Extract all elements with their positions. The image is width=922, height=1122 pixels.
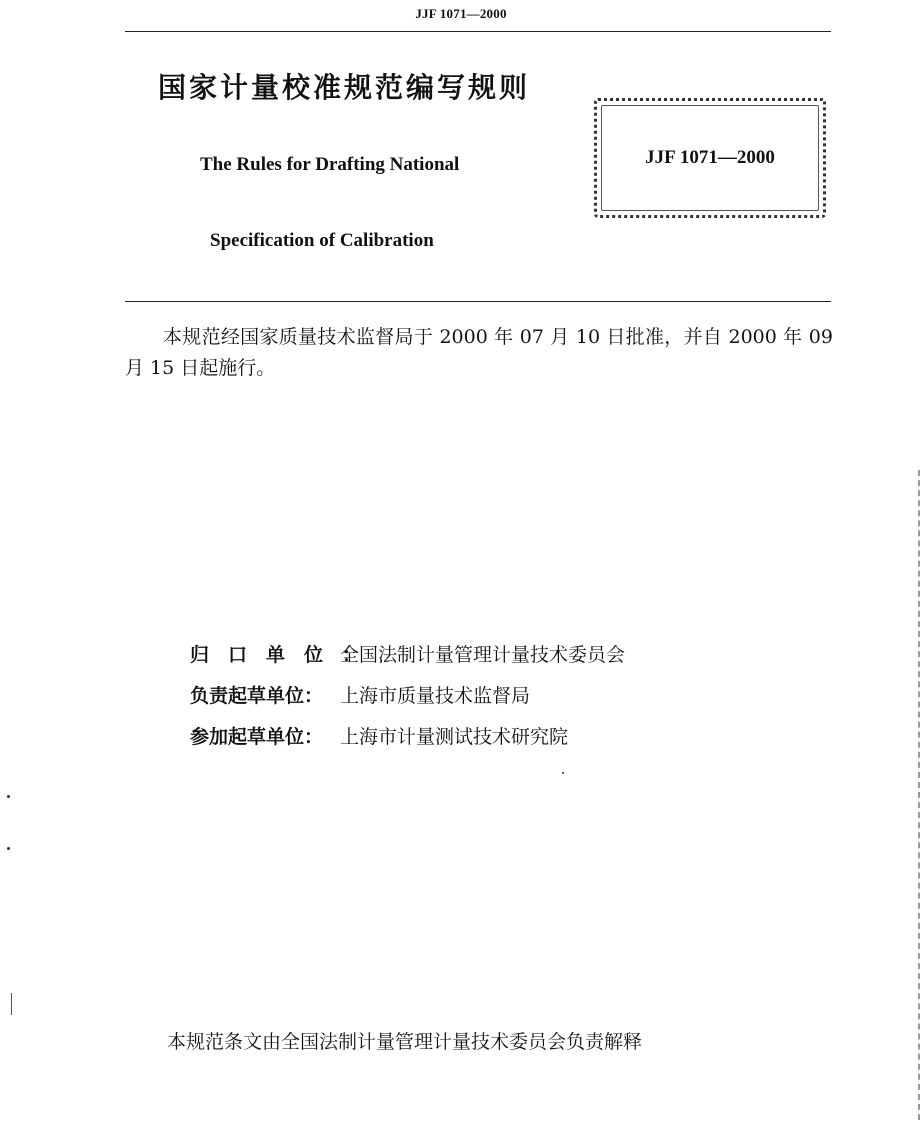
drafting-unit-label: 负责起草单位： [190, 685, 324, 707]
header-rule [125, 31, 831, 32]
participating-unit-label: 参加起草单位： [190, 726, 324, 748]
approval-statement: 本规范经国家质量技术监督局于 2000 年 07 月 10 日批准，并自 2000 年 09 月 15 日起施行。 [125, 326, 833, 379]
document-title-en-line1: The Rules for Drafting National [200, 154, 460, 175]
standard-code-frame [594, 98, 826, 218]
scan-speck [562, 772, 564, 774]
scan-line [11, 993, 12, 1015]
scan-edge-dash [918, 470, 922, 1120]
responsible-unit-row [190, 640, 625, 667]
title-divider-rule [125, 301, 831, 302]
participating-unit-row [190, 722, 568, 749]
scan-speck [7, 847, 10, 850]
document-title-cn: 国家计量校准规范编写规则 [158, 71, 531, 104]
drafting-unit-row [190, 681, 530, 708]
running-head: JJF 1071—2000 [415, 6, 507, 21]
participating-unit-value: 上海市计量测试技术研究院 [340, 726, 569, 748]
scan-speck [7, 795, 10, 798]
drafting-unit-value: 上海市质量技术监督局 [340, 685, 531, 707]
interpretation-statement: 本规范条文由全国法制计量管理计量技术委员会负责解释 [167, 1031, 643, 1053]
standard-code: JJF 1071—2000 [645, 147, 775, 168]
document-title-en-line2: Specification of Calibration [210, 230, 434, 251]
responsible-unit-label: 归口单位： [190, 644, 381, 666]
responsible-unit-value: 全国法制计量管理计量技术委员会 [340, 644, 626, 666]
